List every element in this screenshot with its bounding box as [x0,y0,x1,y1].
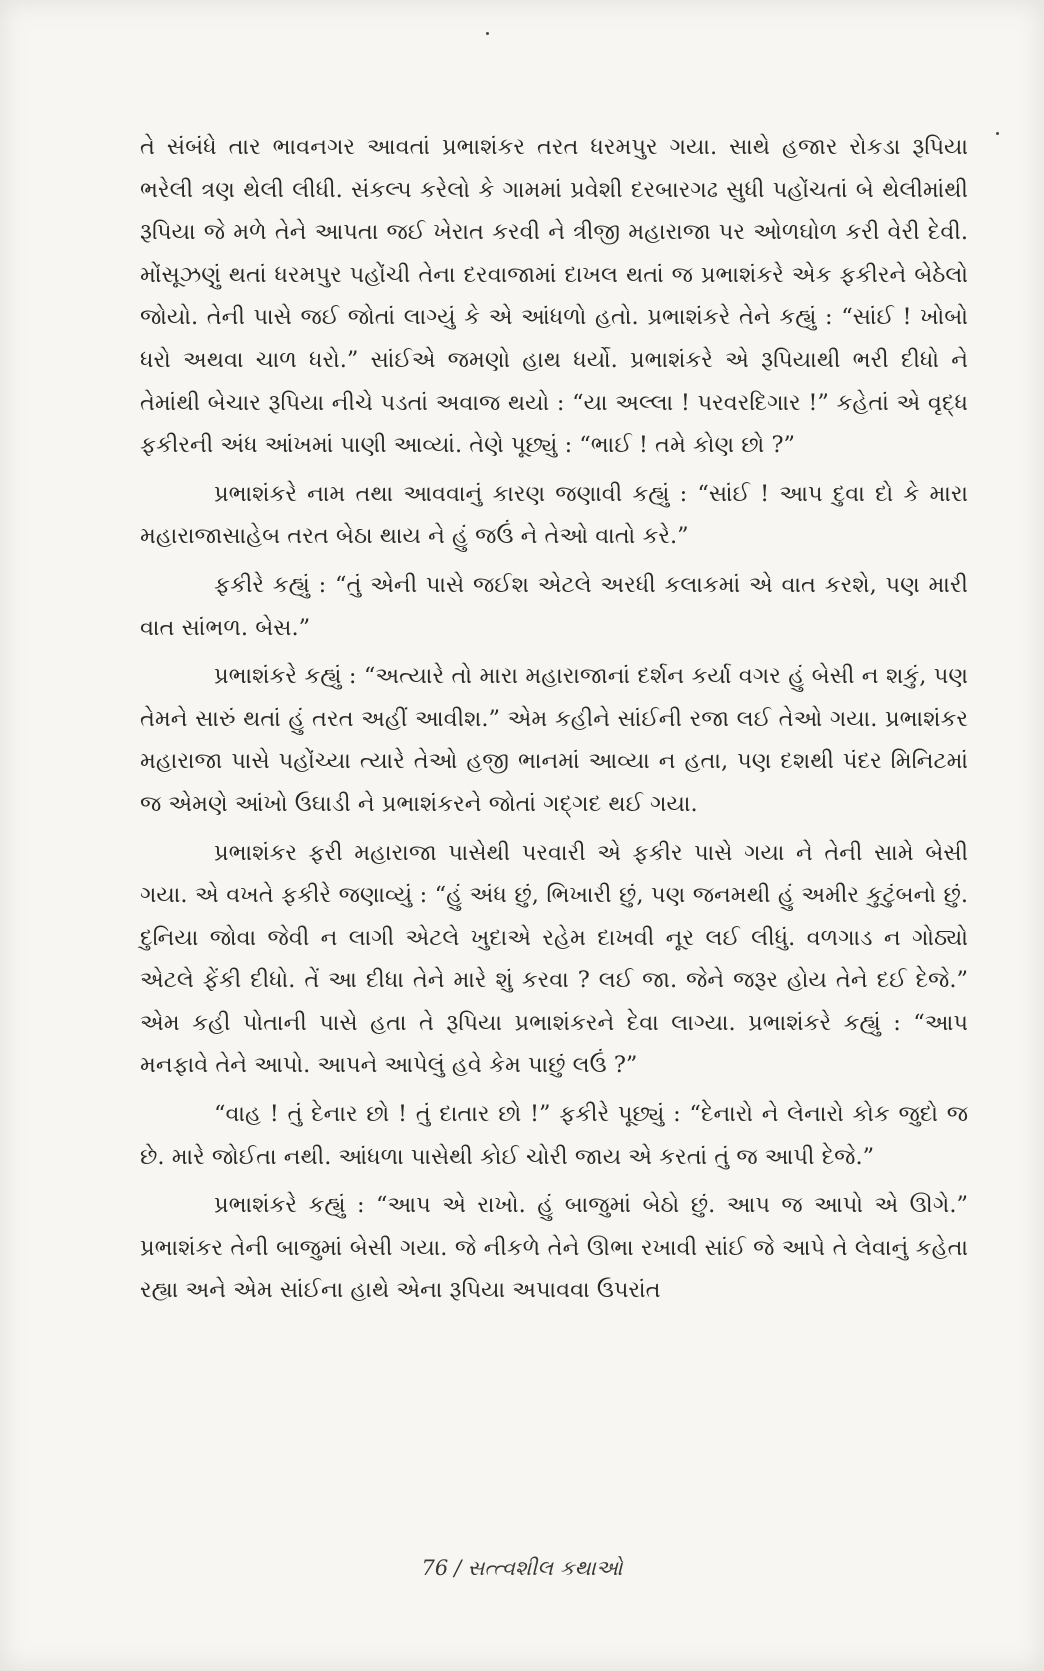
footer-separator: / [454,1556,462,1580]
paper-speck [996,132,999,135]
page-body [140,126,968,1312]
paragraph-6: “વાહ ! તું દેનાર છો ! તું દાતાર છો !” ફકીરે પૂછ્યું : “દેનારો ને લેનારો કોક જુદો જ છે. મારે જોઈતા નથી. આંધળા પાસેથી કોઈ ચોરી જાય એ કરતાં તું જ આપી દેજે.” [140,1101,968,1170]
paragraph-1: તે સંબંધે તાર ભાવનગર આવતાં પ્રભાશંકર તરત ધરમપુર ગયા. સાથે હજાર રોકડા રૂપિયા ભરેલી ત્રણ થેલી લીધી. સંકલ્પ કરેલો કે ગામમાં પ્રવેશી દરબારગઢ સુધી પહોંચતાં બે થેલીમાંથી રૂપિયા જે મળે તેને આપતા જઈ ખેરાત કરવી ને ત્રીજી મહારાજા પર ઓળઘોળ કરી વેરી દેવી. મોંસૂઝણું થતાં ધરમપુર પહોંચી તેના દરવાજામાં દાખલ થતાં જ પ્રભાશંકરે એક ફકીરને બેઠેલો જોયો. તેની પાસે જઈ જોતાં લાગ્યું કે એ આંધળો હતો. પ્રભાશંકરે તેને કહ્યું : “સાંઈ ! ખોબો ધરો અથવા ચાળ ધરો.” સાંઈએ જમણો હાથ ધર્યો. પ્રભાશંકરે એ રૂપિયાથી ભરી દીધો ને તેમાંથી બેચાર રૂપિયા નીચે પડતાં અવાજ થયો : “યા અલ્લા ! પરવરદિગાર !” કહેતાં એ વૃદ્ધ ફકીરની અંધ આંખમાં પાણી આવ્યાં. તેણે પૂછ્યું : “ભાઈ ! તમે કોણ છો ?” [140,134,968,459]
paragraph-7: પ્રભાશંકરે કહ્યું : “આપ એ રાખો. હું બાજુમાં બેઠો છું. આપ જ આપો એ ઊગે.” પ્રભાશંકર તેની બાજુમાં બેસી ગયા. જે નીકળે તેને ઊભા રખાવી સાંઈ જે આપે તે લેવાનું કહેતા રહ્યા અને એમ સાંઈના હાથે એના રૂપિયા અપાવવા ઉપરાંત [140,1192,968,1304]
paragraph-5: પ્રભાશંકર ફરી મહારાજા પાસેથી પરવારી એ ફકીર પાસે ગયા ને તેની સામે બેસી ગયા. એ વખતે ફકીરે જણાવ્યું : “હું અંધ છું, ભિખારી છું, પણ જનમથી હું અમીર કુટુંબનો છું. દુનિયા જોવા જેવી ન લાગી એટલે ખુદાએ રહેમ દાખવી નૂર લઈ લીધું. વળગાડ ન ગોઠ્યો એટલે ફેંકી દીધો. તેં આ દીધા તેને મારે શું કરવા ? લઈ જા. જેને જરૂર હોય તેને દઈ દેજે.” એમ કહી પોતાની પાસે હતા તે રૂપિયા પ્રભાશંકરને દેવા લાગ્યા. પ્રભાશંકરે કહ્યું : “આપ મનફાવે તેને આપો. આપને આપેલું હવે કેમ પાછું લઉં ?” [140,839,968,1079]
paragraph-4: પ્રભાશંકરે કહ્યું : “અત્યારે તો મારા મહારાજાનાં દર્શન કર્યા વગર હું બેસી ન શકું, પણ તેમને સારું થતાં હું તરત અહીં આવીશ.” એમ કહીને સાંઈની રજા લઈ તેઓ ગયા. પ્રભાશંકર મહારાજા પાસે પહોંચ્યા ત્યારે તેઓ હજી ભાનમાં આવ્યા ન હતા, પણ દશથી પંદર મિનિટમાં જ એમણે આંખો ઉઘાડી ને પ્રભાશંકરને જોતાં ગદ્ગદ થઈ ગયા. [140,663,968,817]
book-title: સત્ત્વશીલ કથાઓ [467,1556,623,1580]
paragraph-3: ફકીરે કહ્યું : “તું એની પાસે જઈશ એટલે અરધી કલાકમાં એ વાત કરશે, પણ મારી વાત સાંભળ. બેસ.” [140,571,968,641]
paper-speck [486,32,489,35]
paragraph-2: પ્રભાશંકરે નામ તથા આવવાનું કારણ જણાવી કહ્યું : “સાંઈ ! આપ દુવા દો કે મારા મહારાજાસાહેબ તરત બેઠા થાય ને હું જઉં ને તેઓ વાતો કરે.” [140,480,968,550]
page-footer [0,1556,1044,1581]
page-number: 76 [421,1556,449,1580]
